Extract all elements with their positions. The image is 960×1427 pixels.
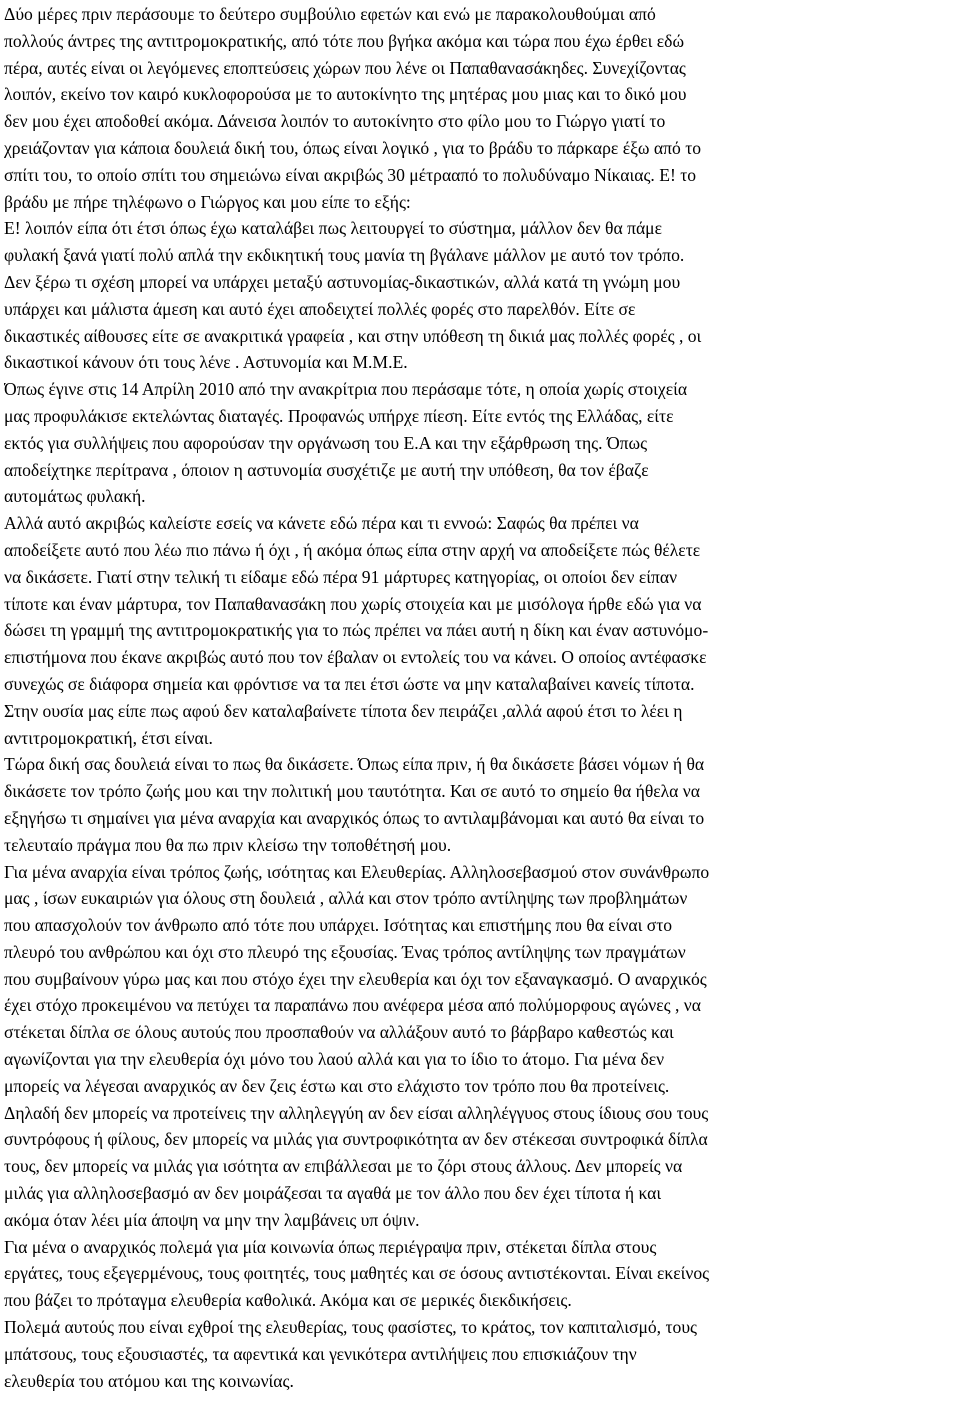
text-line: τίποτε και έναν μάρτυρα, τον Παπαθανασάκη που χωρίς στοιχεία και με μισόλογα ήρθε εδώ για να (4, 593, 702, 614)
text-line: πέρα, αυτές είναι οι λεγόμενες εποπτεύσεις χώρων που λένε οι Παπαθανασάκηδες. Συνεχίζοντας (4, 57, 686, 78)
text-line: έχει στόχο προκειμένου να πετύχει τα παραπάνω που ανέφερα μέσα από πολύμορφους αγώνες , να (4, 995, 701, 1016)
text-line (4, 1394, 956, 1421)
text-line: μπάτσους, τους εξουσιαστές, τα αφεντικά και γενικότερα αντιλήψεις που επισκιάζουν την (4, 1343, 637, 1364)
text-line: μιλάς για αλληλοσεβασμό αν δεν μοιράζεσαι τα αγαθά με τον άλλο που δεν έχει τίποτα ή και (4, 1183, 662, 1204)
text-line: μπορείς να λέγεσαι αναρχικός αν δεν ζεις έστω και στο ελάχιστο τον τρόπο που θα προτείνεις. (4, 1075, 670, 1096)
text-line: εκτός για συλλήψεις που αφορούσαν την οργάνωση του Ε.Α και την εξάρθρωση της. Όπως (4, 432, 648, 453)
text-line: μας , ίσων ευκαιριών για όλους στη δουλειά , αλλά και στον τρόπο αντίληψης των προβλημάτων (4, 888, 688, 909)
text-line: Πολεμά αυτούς που είναι εχθροί της ελευθερίας, τους φασίστες, το κράτος, τον καπιταλισμό, τους (4, 1317, 698, 1338)
text-line: Δεν ξέρω τι σχέση μπορεί να υπάρχει μεταξύ αστυνομίας-δικαστικών, αλλά κατά τη γνώμη μου (4, 271, 681, 292)
text-line: εξηγήσω τι σημαίνει για μένα αναρχία και αναρχικός όπως το αντιλαμβάνομαι και αυτό θα είναι το (4, 807, 705, 828)
text-line: συνεχώς σε διάφορα σημεία και φρόντισε να τα πει έτσι ώστε να μην καταλαβαίνει κανείς τίποτα. (4, 673, 695, 694)
text-line: που βάζει το πρόταγμα ελευθερία καθολικά. Ακόμα και σε μερικές διεκδικήσεις. (4, 1290, 572, 1311)
text-line: Αλλά αυτό ακριβώς καλείστε εσείς να κάνετε εδώ πέρα και τι εννοώ: Σαφώς θα πρέπει να (4, 513, 639, 534)
text-line: αποδείχτηκε περίτρανα , όποιον η αστυνομία συσχέτιζε με αυτή την υπόθεση, θα τον έβαζε (4, 459, 649, 480)
text-line: που συμβαίνουν γύρω μας και που στόχο έχει την ελευθερία και όχι τον εξαναγκασμό. Ο αναρχικός (4, 968, 707, 989)
text-line: Δηλαδή δεν μπορείς να προτείνεις την αλληλεγγύη αν δεν είσαι αλληλέγγυος στους ίδιους σου τους (4, 1102, 709, 1123)
text-line: πλευρό του ανθρώπου και όχι στο πλευρό της εξουσίας. Ένας τρόπος αντίληψης των πραγμάτων (4, 941, 686, 962)
text-line: Τώρα δική σας δουλειά είναι το πως θα δικάσετε. Όπως είπα πριν, ή θα δικάσετε βάσει νόμων ή θα (4, 754, 705, 775)
text-line: επιστήμονα που έκανε ακριβώς αυτό που τον έβαλαν οι εντολείς του να κάνει. Ο οποίος αντέφασκε (4, 647, 707, 668)
text-line: ακόμα όταν λέει μία άποψη να μην την λαμβάνεις υπ όψιν. (4, 1209, 420, 1230)
text-line: δικάσετε τον τρόπο ζωής μου και την πολιτική μου ταυτότητα. Και σε αυτό το σημείο θα ήθελα να (4, 781, 700, 802)
text-line: πολλούς άντρες της αντιτρομοκρατικής, από τότε που βγήκα ακόμα και τώρα που έχω έρθει εδώ (4, 30, 685, 51)
text-line: Στην ουσία μας είπε πως αφού δεν καταλαβαίνετε τίποτα δεν πειράζει ,αλλά αφού έτσι το λέει η (4, 700, 683, 721)
text-line: αυτομάτως φυλακή. (4, 486, 146, 507)
text-line: δεν μου έχει αποδοθεί ακόμα. Δάνεισα λοιπόν το αυτοκίνητο στο φίλο μου το Γιώργο γιατί το (4, 111, 666, 132)
text-line: δικαστικοί κάνουν ότι τους λένε . Αστυνομία και Μ.Μ.Ε. (4, 352, 408, 373)
text-line: ελευθερία του ατόμου και της κοινωνίας. (4, 1370, 294, 1391)
text-line: βράδυ με πήρε τηλέφωνο ο Γιώργος και μου είπε το εξής: (4, 191, 411, 212)
text-line: αντιτρομοκρατική, έτσι είναι. (4, 727, 213, 748)
text-line: Ε! λοιπόν είπα ότι έτσι όπως έχω καταλάβει πως λειτουργεί το σύστημα, μάλλον δεν θα πάμε (4, 218, 662, 239)
text-line: αγωνίζονται για την ελευθερία όχι μόνο του λαού αλλά και για το ίδιο το άτομο. Για μένα δεν (4, 1049, 665, 1070)
text-line: εργάτες, τους εξεγερμένους, τους φοιτητές, τους μαθητές και σε όσους αντιστέκονται. Είναι εκείνος (4, 1263, 710, 1284)
text-line: τους, δεν μπορείς να μιλάς για ισότητα αν επιβάλλεσαι με το ζόρι στους άλλους. Δεν μπορείς να (4, 1156, 683, 1177)
text-line: λοιπόν, εκείνο τον καιρό κυκλοφορούσα με το αυτοκίνητο της μητέρας μου μιας και το δικό μου (4, 84, 687, 105)
text-line: στέκεται δίπλα σε όλους αυτούς που προσπαθούν να αλλάξουν αυτό το βάρβαρο καθεστώς και (4, 1022, 674, 1043)
text-line: να δικάσετε. Γιατί στην τελική τι είδαμε εδώ πέρα 91 μάρτυρες κατηγορίας, οι οποίοι δεν είπαν (4, 566, 678, 587)
text-line: αποδείξετε αυτό που λέω πιο πάνω ή όχι , ή ακόμα όπως είπα στην αρχή να αποδείξετε πώς θέλετε (4, 539, 701, 560)
text-line: υπάρχει και μάλιστα άμεση και αυτό έχει αποδειχτεί πολλές φορές στο παρελθόν. Είτε σε (4, 298, 636, 319)
text-line: Για μένα αναρχία είναι τρόπος ζωής, ισότητας και Ελευθερίας. Αλληλοσεβασμού στον συνάνθρωπο (4, 861, 710, 882)
text-line: μας προφυλάκισε εκτελώντας διαταγές. Προφανώς υπήρχε πίεση. Είτε εντός της Ελλάδας, είτε (4, 405, 674, 426)
text-line: δώσει τη γραμμή της αντιτρομοκρατικής για το πώς πρέπει να πάει αυτή η δίκη και έναν αστυνόμο- (4, 620, 709, 641)
text-line: που απασχολούν τον άνθρωπο από τότε που υπάρχει. Ισότητας και επιστήμης που θα είναι στο (4, 915, 673, 936)
text-line: δικαστικές αίθουσες είτε σε ανακριτικά γραφεία , και στην υπόθεση τη δικιά μας πολλές φορές , οι (4, 325, 702, 346)
text-line: Δύο μέρες πριν περάσουμε το δεύτερο συμβούλιο εφετών και ενώ με παρακολουθούμαι από (4, 4, 656, 24)
text-line: τελευταίο πράγμα που θα πω πριν κλείσω την τοποθέτησή μου. (4, 834, 452, 855)
text-line: συντρόφους ή φίλους, δεν μπορείς να μιλάς για συντροφικότητα αν δεν στέκεσαι συντροφικά δίπλα (4, 1129, 708, 1150)
text-line: Για μένα ο αναρχικός πολεμά για μία κοινωνία όπως περιέγραψα πριν, στέκεται δίπλα στους (4, 1236, 657, 1257)
text-line: φυλακή ξανά γιατί πολύ απλά την εκδικητική τους μανία τη βγάλανε μάλλον με αυτό τον τρόπο. (4, 245, 685, 266)
text-line: Όπως έγινε στις 14 Απρίλη 2010 από την ανακρίτρια που περάσαμε τότε, η οποία χωρίς στοιχεία (4, 379, 688, 400)
text-line: χρειάζονταν για κάποια δουλειά δική του, όπως είναι λογικό , για το βράδυ το πάρκαρε έξω από το (4, 137, 702, 158)
text-line: σπίτι του, το οποίο σπίτι του σημειώνω είναι ακριβώς 30 μέτρααπό το πολυδύναμο Νίκαιας. Ε! το (4, 164, 697, 185)
